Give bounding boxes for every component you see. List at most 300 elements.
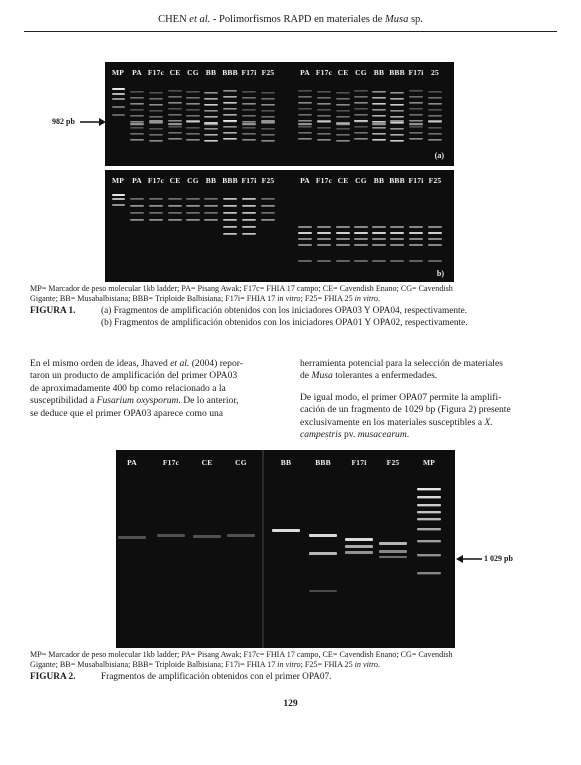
gel-band bbox=[298, 260, 312, 262]
gel-band bbox=[428, 260, 442, 262]
gel-band bbox=[379, 550, 407, 553]
lane-label: CE bbox=[169, 176, 181, 185]
gel-band bbox=[336, 238, 350, 240]
gel-band bbox=[186, 219, 200, 221]
ladder-band bbox=[112, 93, 125, 95]
figure1-legend: MP= Marcador de peso molecular 1kb ladder; PA= Pisang Awak; F17c= FHIA 17 campo; CE= Cavendish Enano; CG= Cavendish Gigante; BB= Musabalbisiana; BBB= Triploide Balbisiana; F17i= FHIA 17 in vitro; F25= FHIA 25 in vitro. bbox=[30, 284, 453, 303]
gel-band bbox=[336, 123, 350, 125]
gel-band bbox=[428, 139, 442, 141]
gel-band bbox=[223, 102, 237, 104]
lane-label: MP bbox=[111, 68, 125, 77]
gel-band bbox=[130, 127, 144, 129]
body-left-column: En el mismo orden de ideas, Jhaved et al. (2004) repor- taron un producto de amplificación del primer OPA03 de aproximadamente 400 bp como relacionado a la susceptibilidad a Fusarium oxysporum. De lo anterior, se deduce que el primer OPA03 aparece como una bbox=[30, 358, 243, 419]
gel-band bbox=[390, 260, 404, 262]
gel-band bbox=[261, 98, 275, 100]
gel-band bbox=[204, 92, 218, 94]
gel-band bbox=[204, 205, 218, 207]
gel-band bbox=[186, 133, 200, 135]
gel-band bbox=[261, 198, 275, 200]
gel-band bbox=[409, 226, 423, 228]
gel-band bbox=[242, 127, 256, 129]
ladder-band bbox=[112, 194, 125, 196]
gel-band bbox=[336, 232, 350, 234]
gel-band bbox=[317, 120, 331, 122]
gel-band bbox=[317, 133, 331, 135]
gel-band bbox=[149, 122, 163, 124]
lane-label: BBB bbox=[315, 458, 331, 467]
gel-band bbox=[186, 115, 200, 117]
gel-band bbox=[354, 232, 368, 234]
gel-band bbox=[390, 244, 404, 246]
gel-band bbox=[130, 103, 144, 105]
gel-band bbox=[317, 244, 331, 246]
figure2-bands bbox=[116, 450, 455, 648]
lane-label: F17c bbox=[147, 68, 165, 77]
gel-band bbox=[372, 260, 386, 262]
gel-band bbox=[428, 97, 442, 99]
gel-band bbox=[186, 198, 200, 200]
page-number: 129 bbox=[283, 699, 298, 709]
gel-band bbox=[149, 134, 163, 136]
gel-band bbox=[354, 132, 368, 134]
gel-band bbox=[428, 127, 442, 129]
lane-label: CG bbox=[355, 68, 367, 77]
lane-label: CE bbox=[169, 68, 181, 77]
lane-label: CE bbox=[201, 458, 213, 467]
lane-label: PA bbox=[300, 68, 310, 77]
gel-band bbox=[130, 212, 144, 214]
gel-image-panel-b bbox=[105, 170, 454, 282]
gel-image-figure2 bbox=[116, 450, 455, 648]
lane-label: CG bbox=[235, 458, 247, 467]
gel-band bbox=[428, 120, 442, 122]
gel-band bbox=[428, 133, 442, 135]
gel-band bbox=[149, 212, 163, 214]
gel-band bbox=[193, 535, 221, 538]
gel-band bbox=[390, 110, 404, 112]
gel-band bbox=[242, 103, 256, 105]
gel-band bbox=[223, 219, 237, 221]
gel-band bbox=[372, 109, 386, 111]
gel-band bbox=[409, 244, 423, 246]
gel-band bbox=[242, 233, 256, 235]
gel-band bbox=[242, 205, 256, 207]
gel-band bbox=[345, 551, 373, 554]
figure1-caption-a: (a) Fragmentos de amplificación obtenidos con los iniciadores OPA03 Y OPA04, respectivamente. bbox=[101, 306, 468, 316]
gel-band bbox=[298, 108, 312, 110]
gel-band bbox=[309, 534, 337, 537]
gel-band bbox=[354, 138, 368, 140]
gel-band bbox=[204, 134, 218, 136]
gel-band bbox=[168, 120, 182, 122]
gel-band bbox=[261, 140, 275, 142]
gel-band bbox=[186, 139, 200, 141]
gel-band bbox=[261, 219, 275, 221]
gel-band bbox=[390, 238, 404, 240]
gel-band bbox=[130, 123, 144, 125]
gel-band bbox=[390, 120, 404, 122]
lane-label: 25 bbox=[431, 68, 439, 77]
ladder-band bbox=[417, 554, 441, 556]
gel-band bbox=[409, 132, 423, 134]
gel-band bbox=[227, 534, 255, 537]
gel-band bbox=[409, 238, 423, 240]
panel-b-tag: b) bbox=[436, 269, 444, 278]
gel-band bbox=[130, 91, 144, 93]
gel-band bbox=[298, 90, 312, 92]
gel-band bbox=[390, 92, 404, 94]
marker-1029-label: 1 029 pb bbox=[484, 554, 513, 563]
gel-band bbox=[242, 198, 256, 200]
gel-band bbox=[372, 121, 386, 123]
figure1-caption-b: (b) Fragmentos de amplificación obtenidos con los iniciadores OPA01 Y OPA02, respectivamente. bbox=[101, 318, 468, 328]
gel-band bbox=[130, 198, 144, 200]
gel-band bbox=[372, 123, 386, 125]
lane-label: F17i bbox=[241, 68, 257, 77]
gel-band bbox=[428, 244, 442, 246]
gel-band bbox=[186, 212, 200, 214]
gel-band bbox=[261, 110, 275, 112]
ladder-band bbox=[112, 106, 125, 108]
gel-band bbox=[345, 545, 373, 548]
gel-band bbox=[428, 226, 442, 228]
gel-band bbox=[336, 140, 350, 142]
gel-band bbox=[317, 139, 331, 141]
panel-a-tag: (a) bbox=[434, 151, 444, 160]
running-header: CHEN et al. - Polimorfismos RAPD en materiales de Musa sp. bbox=[158, 14, 423, 25]
lane-label: BBB bbox=[389, 68, 405, 77]
gel-band bbox=[204, 104, 218, 106]
gel-band bbox=[336, 226, 350, 228]
gel-band bbox=[168, 138, 182, 140]
gel-band bbox=[168, 114, 182, 116]
lane-label: CG bbox=[187, 176, 199, 185]
lane-label: CE bbox=[337, 176, 349, 185]
gel-band bbox=[354, 120, 368, 122]
gel-band bbox=[298, 238, 312, 240]
gel-band bbox=[298, 132, 312, 134]
gel-band bbox=[372, 115, 386, 117]
gel-band bbox=[223, 212, 237, 214]
header-rule bbox=[24, 31, 557, 32]
gel-band bbox=[317, 103, 331, 105]
gel-band bbox=[372, 97, 386, 99]
panel-b-bands bbox=[105, 170, 454, 282]
gel-band bbox=[186, 205, 200, 207]
gel-band bbox=[336, 244, 350, 246]
gel-band bbox=[317, 232, 331, 234]
ladder-band bbox=[417, 504, 441, 506]
gel-band bbox=[409, 126, 423, 128]
gel-band bbox=[204, 116, 218, 118]
gel-band bbox=[130, 121, 144, 123]
ladder-band bbox=[417, 496, 441, 498]
gel-band bbox=[168, 108, 182, 110]
gel-band bbox=[409, 96, 423, 98]
figure2-legend: MP= Marcador de peso molecular 1kb ladder; PA= Pisang Awak; F17c= FHIA 17 campo, CE= Cavendish Enano; CG= Cavendish Gigante; BB= Musabalbisiana; BBB= Triploide Balbisiana; F17i= FHIA 17 in vitro; F25= FHIA 25 in vitro. bbox=[30, 650, 453, 669]
ladder-band bbox=[417, 540, 441, 542]
gel-band bbox=[186, 127, 200, 129]
lane-label: MP bbox=[422, 458, 436, 467]
gel-band bbox=[186, 103, 200, 105]
gel-band bbox=[261, 122, 275, 124]
gel-band bbox=[168, 123, 182, 125]
ladder-band bbox=[112, 88, 125, 90]
gel-band bbox=[168, 205, 182, 207]
gel-band bbox=[186, 97, 200, 99]
gel-band bbox=[309, 552, 337, 555]
gel-band bbox=[354, 126, 368, 128]
lane-label: BBB bbox=[222, 176, 238, 185]
gel-band bbox=[409, 108, 423, 110]
gel-band bbox=[204, 123, 218, 125]
gel-band bbox=[354, 260, 368, 262]
gel-band bbox=[242, 226, 256, 228]
gel-band bbox=[309, 590, 337, 592]
lane-label: F17i bbox=[408, 68, 424, 77]
gel-band bbox=[261, 212, 275, 214]
ladder-band bbox=[417, 488, 441, 490]
gel-band bbox=[261, 104, 275, 106]
gel-band bbox=[130, 133, 144, 135]
gel-band bbox=[317, 226, 331, 228]
gel-band bbox=[261, 120, 275, 122]
gel-band bbox=[261, 134, 275, 136]
gel-band bbox=[354, 226, 368, 228]
gel-band bbox=[372, 91, 386, 93]
lane-label: BBB bbox=[222, 68, 238, 77]
gel-band bbox=[261, 205, 275, 207]
gel-band bbox=[242, 97, 256, 99]
gel-band bbox=[390, 116, 404, 118]
gel-band bbox=[272, 529, 300, 532]
ladder-band bbox=[112, 198, 125, 200]
gel-band bbox=[390, 98, 404, 100]
gel-band bbox=[354, 108, 368, 110]
gel-band bbox=[223, 132, 237, 134]
gel-band bbox=[168, 198, 182, 200]
lane-label: BBB bbox=[389, 176, 405, 185]
gel-band bbox=[336, 128, 350, 130]
lane-label: F17i bbox=[351, 458, 367, 467]
gel-band bbox=[261, 116, 275, 118]
gel-band bbox=[336, 98, 350, 100]
gel-band bbox=[242, 91, 256, 93]
gel-band bbox=[130, 219, 144, 221]
gel-band bbox=[409, 123, 423, 125]
gel-band bbox=[223, 96, 237, 98]
gel-band bbox=[223, 126, 237, 128]
gel-band bbox=[149, 98, 163, 100]
gel-band bbox=[354, 90, 368, 92]
gel-band bbox=[336, 260, 350, 262]
gel-band bbox=[242, 123, 256, 125]
lane-label: F25 bbox=[261, 68, 275, 77]
lane-label: F17c bbox=[147, 176, 165, 185]
gel-band bbox=[204, 212, 218, 214]
gel-band bbox=[130, 97, 144, 99]
marker-982-label: 982 pb bbox=[52, 117, 75, 126]
gel-band bbox=[223, 226, 237, 228]
lane-label: F25 bbox=[386, 458, 400, 467]
gel-band bbox=[204, 198, 218, 200]
gel-band bbox=[428, 232, 442, 234]
gel-band bbox=[409, 90, 423, 92]
lane-label: F17i bbox=[241, 176, 257, 185]
gel-band bbox=[336, 92, 350, 94]
gel-band bbox=[372, 103, 386, 105]
gel-band bbox=[168, 212, 182, 214]
lane-label: F17c bbox=[315, 176, 333, 185]
gel-band bbox=[372, 232, 386, 234]
gel-band bbox=[372, 139, 386, 141]
gel-band bbox=[298, 226, 312, 228]
gel-band bbox=[390, 122, 404, 124]
gel-band bbox=[390, 140, 404, 142]
arrow-left-icon bbox=[456, 554, 482, 564]
gel-band bbox=[372, 238, 386, 240]
gel-band bbox=[149, 219, 163, 221]
panel-a-bands bbox=[105, 62, 454, 166]
figure2-label: FIGURA 2. bbox=[30, 672, 76, 682]
figure1-label: FIGURA 1. bbox=[30, 306, 76, 316]
gel-band bbox=[242, 139, 256, 141]
lane-label: F25 bbox=[428, 176, 442, 185]
gel-band bbox=[168, 96, 182, 98]
gel-band bbox=[242, 133, 256, 135]
gel-band bbox=[242, 115, 256, 117]
gel-band bbox=[354, 238, 368, 240]
gel-band bbox=[390, 104, 404, 106]
gel-band bbox=[149, 104, 163, 106]
lane-label: CG bbox=[187, 68, 199, 77]
gel-band bbox=[409, 114, 423, 116]
ladder-band bbox=[417, 572, 441, 574]
gel-band bbox=[261, 128, 275, 130]
gel-band bbox=[317, 260, 331, 262]
gel-band bbox=[317, 115, 331, 117]
gel-band bbox=[336, 110, 350, 112]
lane-label: F17c bbox=[162, 458, 180, 467]
gel-band bbox=[372, 226, 386, 228]
gel-band bbox=[204, 219, 218, 221]
gel-band bbox=[390, 134, 404, 136]
gel-band bbox=[204, 128, 218, 130]
gel-band bbox=[242, 219, 256, 221]
gel-band bbox=[317, 91, 331, 93]
gel-band bbox=[242, 121, 256, 123]
gel-band bbox=[354, 244, 368, 246]
lane-label: F17i bbox=[408, 176, 424, 185]
gel-band bbox=[168, 126, 182, 128]
lane-label: PA bbox=[132, 176, 142, 185]
gel-band bbox=[204, 98, 218, 100]
body-right-column: herramienta potencial para la selección de materiales de Musa tolerantes a enfermedades. De igual modo, el primer OPA07 permite la amplifi- cación de un fragmento de 1029 bp (Figura 2) presente exclusivamente en los materiales susceptibles a X. campestris pv. musacearum. bbox=[300, 358, 511, 441]
lane-label: BB bbox=[205, 176, 217, 185]
gel-band bbox=[223, 120, 237, 122]
gel-band bbox=[409, 138, 423, 140]
gel-band bbox=[223, 90, 237, 92]
lane-label: BB bbox=[280, 458, 292, 467]
gel-divider bbox=[262, 450, 264, 648]
gel-band bbox=[149, 116, 163, 118]
ladder-band bbox=[112, 114, 125, 116]
gel-band bbox=[186, 109, 200, 111]
gel-band bbox=[298, 120, 312, 122]
gel-band bbox=[149, 92, 163, 94]
gel-band bbox=[204, 140, 218, 142]
gel-band bbox=[298, 114, 312, 116]
lane-label: MP bbox=[111, 176, 125, 185]
lane-label: PA bbox=[132, 68, 142, 77]
gel-band bbox=[317, 109, 331, 111]
gel-band bbox=[149, 198, 163, 200]
gel-band bbox=[149, 140, 163, 142]
gel-band bbox=[157, 534, 185, 537]
lane-label: BB bbox=[205, 68, 217, 77]
gel-band bbox=[149, 110, 163, 112]
gel-band bbox=[298, 123, 312, 125]
gel-band bbox=[372, 244, 386, 246]
lane-label: F25 bbox=[261, 176, 275, 185]
gel-band bbox=[130, 115, 144, 117]
gel-band bbox=[345, 538, 373, 541]
gel-band bbox=[223, 198, 237, 200]
gel-band bbox=[130, 109, 144, 111]
gel-band bbox=[261, 92, 275, 94]
gel-band bbox=[372, 127, 386, 129]
gel-band bbox=[390, 226, 404, 228]
lane-label: F17c bbox=[315, 68, 333, 77]
gel-band bbox=[379, 542, 407, 545]
gel-band bbox=[223, 114, 237, 116]
gel-band bbox=[298, 244, 312, 246]
gel-band bbox=[223, 138, 237, 140]
gel-band bbox=[317, 97, 331, 99]
gel-band bbox=[354, 114, 368, 116]
gel-band bbox=[409, 120, 423, 122]
gel-band bbox=[186, 91, 200, 93]
gel-band bbox=[428, 91, 442, 93]
gel-band bbox=[428, 109, 442, 111]
gel-band bbox=[298, 96, 312, 98]
gel-band bbox=[409, 232, 423, 234]
lane-label: CE bbox=[337, 68, 349, 77]
gel-band bbox=[317, 127, 331, 129]
gel-band bbox=[168, 132, 182, 134]
gel-band bbox=[242, 109, 256, 111]
gel-band bbox=[204, 110, 218, 112]
gel-band bbox=[223, 205, 237, 207]
gel-band bbox=[130, 139, 144, 141]
lane-label: PA bbox=[300, 176, 310, 185]
gel-band bbox=[336, 104, 350, 106]
gel-band bbox=[186, 120, 200, 122]
gel-band bbox=[428, 103, 442, 105]
gel-band bbox=[354, 102, 368, 104]
gel-band bbox=[149, 128, 163, 130]
gel-band bbox=[298, 138, 312, 140]
ladder-band bbox=[112, 204, 125, 206]
gel-band bbox=[298, 102, 312, 104]
gel-image-panel-a bbox=[105, 62, 454, 166]
gel-band bbox=[354, 96, 368, 98]
gel-band bbox=[409, 102, 423, 104]
lane-label: BB bbox=[373, 68, 385, 77]
gel-band bbox=[168, 102, 182, 104]
arrow-right-icon bbox=[80, 117, 106, 127]
gel-band bbox=[336, 116, 350, 118]
